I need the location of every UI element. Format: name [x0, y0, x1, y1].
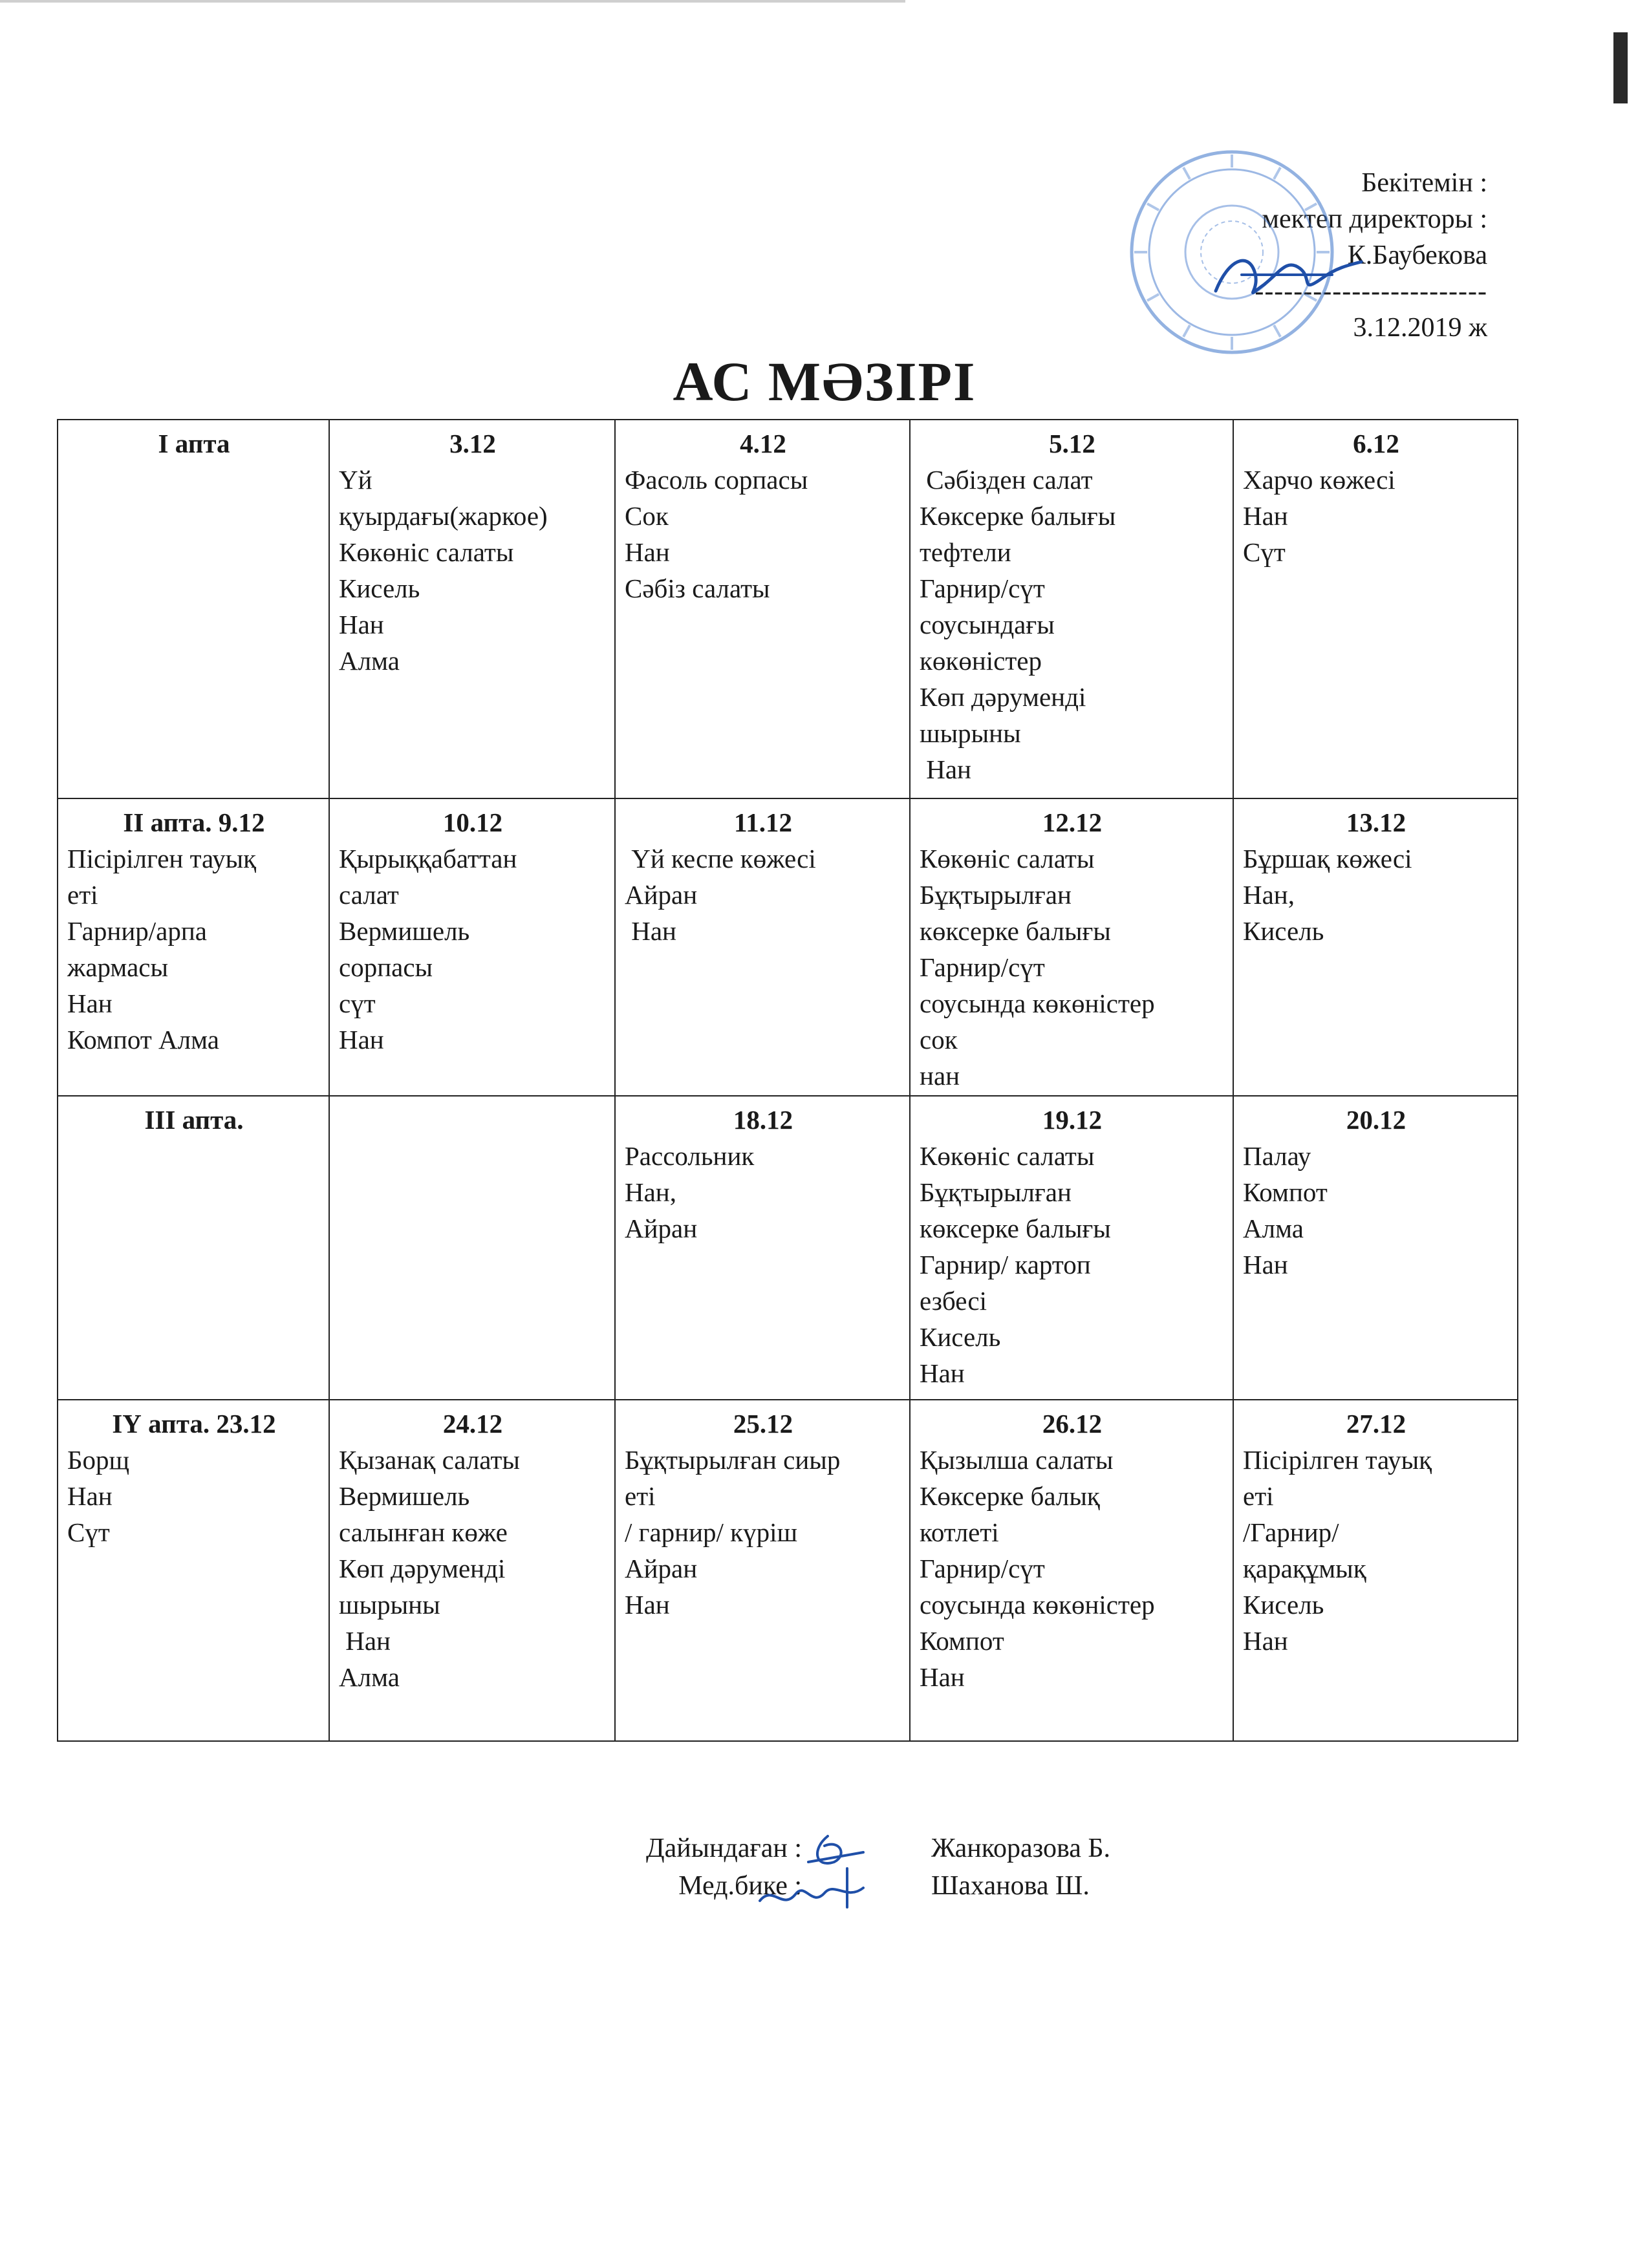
dish-item: Көп дәруменді — [339, 1554, 506, 1583]
dish-item: шырыны — [920, 718, 1021, 748]
dish-item: нан — [920, 1061, 960, 1091]
dish-item: Үй кеспе көжесі — [625, 844, 816, 873]
day-date: 20.12 — [1346, 1105, 1406, 1135]
dish-item: Нан — [1243, 501, 1288, 531]
menu-day-cell — [1233, 798, 1518, 1096]
dish-item: тефтели — [920, 537, 1011, 567]
dish-item: Нан — [339, 1626, 391, 1656]
menu-day-cell — [329, 1096, 615, 1400]
menu-day-cell — [910, 1096, 1233, 1400]
dish-item: Бұқтырылған — [920, 1177, 1072, 1207]
dish-item: қуырдағы(жаркое) — [339, 501, 548, 531]
day-date: 3.12 — [449, 429, 496, 458]
day-date: 5.12 — [1049, 429, 1095, 458]
dish-item: көксерке балығы — [920, 916, 1111, 946]
dish-item: Нан — [625, 537, 670, 567]
dish-item: Компот — [920, 1626, 1004, 1656]
dish-item: еті — [67, 880, 98, 910]
dish-item: Айран — [625, 1554, 698, 1583]
menu-day-cell — [615, 420, 910, 798]
dish-item: соусындағы — [920, 610, 1055, 639]
day-date: 10.12 — [442, 808, 503, 837]
day-date: 26.12 — [1042, 1409, 1103, 1439]
footer-names — [931, 1830, 1110, 1905]
day-date: 19.12 — [1042, 1105, 1103, 1135]
approval-signature-line: ------------------------ — [1255, 277, 1487, 306]
dish-item: Сәбіз салаты — [625, 573, 770, 603]
menu-day-cell — [329, 798, 615, 1096]
dish-item: Алма — [339, 1662, 400, 1692]
dish-item: езбесі — [920, 1286, 987, 1316]
dish-item: Сок — [625, 501, 669, 531]
day-date: 4.12 — [740, 429, 786, 458]
menu-day-cell — [329, 420, 615, 798]
dish-item: Кисель — [920, 1322, 1001, 1352]
dish-item: қарақұмық — [1243, 1554, 1366, 1583]
menu-day-cell — [615, 1400, 910, 1741]
menu-week-cell — [58, 1400, 329, 1741]
nurse-name: Шаханова Ш. — [931, 1871, 1090, 1901]
menu-week-row — [58, 420, 1518, 798]
approval-date: 3.12.2019 ж — [1353, 313, 1487, 343]
dish-item: Фасоль сорпасы — [625, 465, 808, 495]
dish-item: Сүт — [1243, 537, 1286, 567]
dish-item: Нан — [339, 1025, 384, 1054]
day-date: 25.12 — [733, 1409, 793, 1439]
dish-item: Сүт — [67, 1517, 110, 1547]
menu-table — [57, 419, 1518, 1742]
dish-item: Көкөніс салаты — [920, 844, 1095, 873]
footer-signatures — [750, 1823, 886, 1920]
dish-item: Үй — [339, 465, 372, 495]
prepared-by-name: Жанкоразова Б. — [931, 1834, 1110, 1863]
dish-item: Кисель — [339, 573, 420, 603]
dish-item: Көкөніс салаты — [920, 1141, 1095, 1171]
menu-week-cell — [58, 1096, 329, 1400]
menu-day-cell — [615, 798, 910, 1096]
menu-day-cell — [1233, 1400, 1518, 1741]
menu-week-cell — [58, 420, 329, 798]
scan-edge-line — [0, 0, 905, 3]
director-signature — [1203, 239, 1371, 310]
dish-item: салынған көже — [339, 1517, 508, 1547]
dish-item: көкөністер — [920, 646, 1042, 676]
day-date: 12.12 — [1042, 808, 1103, 837]
dish-item: Бұқтырылған сиыр — [625, 1445, 841, 1475]
week-label: ІІ апта. 9.12 — [123, 808, 265, 837]
dish-item: салат — [339, 880, 399, 910]
day-date: 13.12 — [1346, 808, 1406, 837]
page-title: АС МӘЗІРІ — [673, 350, 976, 412]
menu-week-row — [58, 798, 1518, 1096]
dish-item: Гарнир/сүт — [920, 952, 1045, 982]
approval-line-director: мектеп директоры : — [1262, 204, 1487, 234]
menu-week-cell — [58, 798, 329, 1096]
approval-line-approve: Бекітемін : — [1361, 168, 1487, 198]
dish-item: Нан, — [625, 1177, 676, 1207]
dish-item: Көп дәруменді — [920, 682, 1086, 712]
dish-item: Кисель — [1243, 1590, 1324, 1620]
menu-day-cell — [910, 420, 1233, 798]
dish-item: Вермишель — [339, 1481, 470, 1511]
dish-item: соусында көкөністер — [920, 989, 1155, 1018]
dish-item: Көкөніс салаты — [339, 537, 514, 567]
dish-item: Нан — [67, 989, 113, 1018]
dish-item: Гарнир/арпа — [67, 916, 207, 946]
dish-item: Вермишель — [339, 916, 470, 946]
dish-item: Нан — [920, 1358, 965, 1388]
dish-item: Палау — [1243, 1141, 1311, 1171]
dish-item: Гарнир/сүт — [920, 1554, 1045, 1583]
dish-item: соусында көкөністер — [920, 1590, 1155, 1620]
menu-day-cell — [329, 1400, 615, 1741]
dish-item: Компот — [1243, 1177, 1328, 1207]
menu-day-cell — [910, 798, 1233, 1096]
dish-item: жармасы — [67, 952, 169, 982]
day-date: 18.12 — [733, 1105, 793, 1135]
dish-item: Рассольник — [625, 1141, 755, 1171]
dish-item: Сәбізден салат — [920, 465, 1093, 495]
week-label: ІҮ апта. 23.12 — [112, 1409, 276, 1439]
day-date: 11.12 — [734, 808, 792, 837]
dish-item: Көксерке балығы — [920, 501, 1116, 531]
dish-item: Қызанақ салаты — [339, 1445, 520, 1475]
dish-item: еті — [1243, 1481, 1274, 1511]
menu-day-cell — [910, 1400, 1233, 1741]
dish-item: Борщ — [67, 1445, 130, 1475]
dish-item: Нан — [625, 916, 676, 946]
day-date: 24.12 — [442, 1409, 503, 1439]
dish-item: Нан, — [1243, 880, 1295, 910]
dish-item: Гарнир/ картоп — [920, 1250, 1091, 1279]
dish-item: Компот Алма — [67, 1025, 219, 1054]
approval-line-name: К.Баубекова — [1347, 241, 1487, 270]
menu-week-row — [58, 1400, 1518, 1741]
menu-day-cell — [1233, 420, 1518, 798]
dish-item: шырыны — [339, 1590, 440, 1620]
dish-item: Харчо көжесі — [1243, 465, 1396, 495]
dish-item: Қызылша салаты — [920, 1445, 1114, 1475]
day-date: 27.12 — [1346, 1409, 1406, 1439]
dish-item: Көксерке балық — [920, 1481, 1100, 1511]
dish-item: Гарнир/сүт — [920, 573, 1045, 603]
dish-item: Нан — [920, 754, 971, 784]
dish-item: Нан — [339, 610, 384, 639]
dish-item: Кисель — [1243, 916, 1324, 946]
dish-item: Нан — [625, 1590, 670, 1620]
dish-item: Нан — [920, 1662, 965, 1692]
dish-item: Алма — [339, 646, 400, 676]
prepared-by-label: Дайындаған : — [646, 1834, 802, 1863]
dish-item: Бұқтырылған — [920, 880, 1072, 910]
menu-day-cell — [615, 1096, 910, 1400]
dish-item: котлеті — [920, 1517, 999, 1547]
dish-item: Нан — [67, 1481, 113, 1511]
dish-item: көксерке балығы — [920, 1214, 1111, 1243]
menu-week-row — [58, 1096, 1518, 1400]
dish-item: еті — [625, 1481, 656, 1511]
nurse-label: Мед.бике : — [678, 1871, 802, 1901]
dish-item: Нан — [1243, 1626, 1288, 1656]
dish-item: Пісірілген тауық — [1243, 1445, 1432, 1475]
week-label: І апта — [158, 429, 230, 458]
dish-item: Айран — [625, 880, 698, 910]
dish-item: Қырыққабаттан — [339, 844, 517, 873]
dish-item: Бұршақ көжесі — [1243, 844, 1412, 873]
dish-item: сок — [920, 1025, 958, 1054]
day-date: 6.12 — [1353, 429, 1399, 458]
dish-item: / гарнир/ күріш — [625, 1517, 798, 1547]
dish-item: Нан — [1243, 1250, 1288, 1279]
scan-edge-mark — [1613, 32, 1628, 103]
menu-day-cell — [1233, 1096, 1518, 1400]
dish-item: сүт — [339, 989, 376, 1018]
dish-item: Алма — [1243, 1214, 1304, 1243]
dish-item: сорпасы — [339, 952, 433, 982]
dish-item: Айран — [625, 1214, 698, 1243]
week-label: ІІІ апта. — [144, 1105, 244, 1135]
dish-item: Пісірілген тауық — [67, 844, 257, 873]
dish-item: /Гарнир/ — [1243, 1517, 1339, 1547]
